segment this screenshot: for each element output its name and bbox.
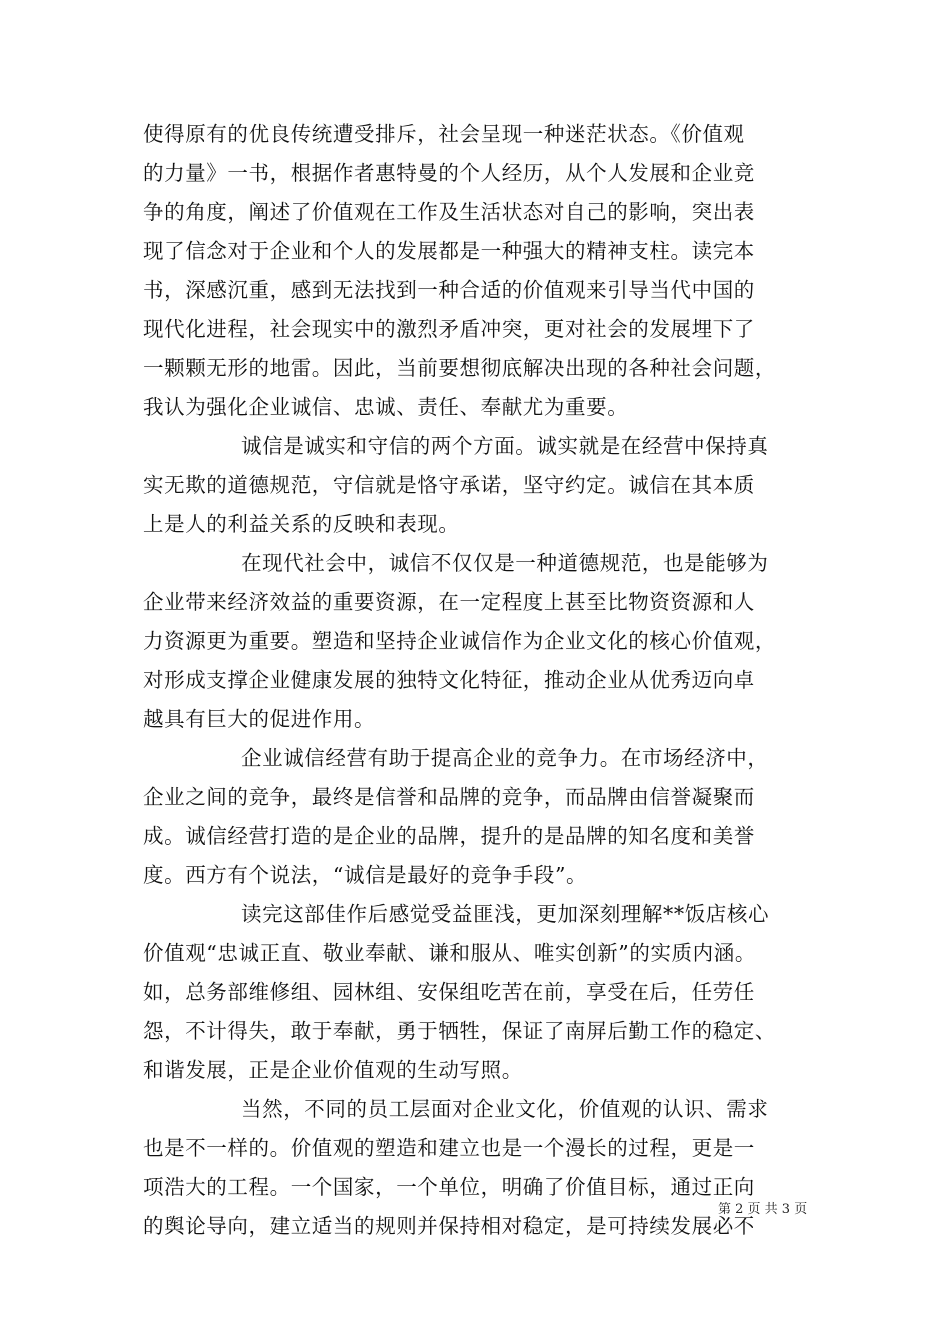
text-line: 企业诚信经营有助于提高企业的竞争力。在市场经济中， xyxy=(241,746,769,770)
paragraph xyxy=(143,115,818,427)
text-line: 书，深感沉重，感到无法找到一种合适的价值观来引导当代中国的 xyxy=(143,278,755,302)
text-line: 在现代社会中，诚信不仅仅是一种道德规范，也是能够为 xyxy=(241,551,769,575)
text-line: 现了信念对于企业和个人的发展都是一种强大的精神支柱。读完本 xyxy=(143,239,755,263)
text-line: 现代化进程，社会现实中的激烈矛盾冲突，更对社会的发展埋下了 xyxy=(143,317,755,341)
text-line: 实无欺的道德规范，守信就是恪守承诺，坚守约定。诚信在其本质 xyxy=(143,473,755,497)
paragraph xyxy=(143,1090,818,1246)
page-number: 第 2 页 共 3 页 xyxy=(718,1202,808,1217)
text-line: 使得原有的优良传统遭受排斥，社会呈现一种迷茫状态。《价值观 xyxy=(143,122,745,146)
text-line: 争的角度，阐述了价值观在工作及生活状态对自己的影响，突出表 xyxy=(143,200,755,224)
text-line: 项浩大的工程。一个国家，一个单位，明确了价值目标，通过正向 xyxy=(143,1175,755,1199)
text-line: 诚信是诚实和守信的两个方面。诚实就是在经营中保持真 xyxy=(241,434,769,458)
paragraph xyxy=(143,739,818,895)
text-line: 力资源更为重要。塑造和坚持企业诚信作为企业文化的核心价值观， xyxy=(143,629,776,653)
text-line: 也是不一样的。价值观的塑造和建立也是一个漫长的过程，更是一 xyxy=(143,1136,755,1160)
text-line: 一颗颗无形的地雷。因此，当前要想彻底解决出现的各种社会问题， xyxy=(143,356,776,380)
text-line: 的力量》一书，根据作者惠特曼的个人经历，从个人发展和企业竞 xyxy=(143,161,755,185)
text-line: 和谐发展，正是企业价值观的生动写照。 xyxy=(143,1058,523,1082)
text-line: 对形成支撑企业健康发展的独特文化特征，推动企业从优秀迈向卓 xyxy=(143,668,755,692)
text-line: 度。西方有个说法，“诚信是最好的竞争手段”。 xyxy=(143,863,588,887)
text-line: 读完这部佳作后感觉受益匪浅，更加深刻理解**饭店核心 xyxy=(241,902,770,926)
paragraph xyxy=(143,895,818,1090)
text-line: 当然，不同的员工层面对企业文化，价值观的认识、需求 xyxy=(241,1097,769,1121)
paragraph xyxy=(143,544,818,739)
text-line: 上是人的利益关系的反映和表现。 xyxy=(143,512,460,536)
text-line: 如，总务部维修组、园林组、安保组吃苦在前，享受在后，任劳任 xyxy=(143,980,755,1004)
paragraph xyxy=(143,427,818,544)
text-line: 我认为强化企业诚信、忠诚、责任、奉献尤为重要。 xyxy=(143,395,629,419)
text-line: 企业之间的竞争，最终是信誉和品牌的竞争，而品牌由信誉凝聚而 xyxy=(143,785,755,809)
text-line: 企业带来经济效益的重要资源，在一定程度上甚至比物资资源和人 xyxy=(143,590,755,614)
text-line: 成。诚信经营打造的是企业的品牌，提升的是品牌的知名度和美誉 xyxy=(143,824,755,848)
text-line: 的舆论导向，建立适当的规则并保持相对稳定，是可持续发展必不 xyxy=(143,1214,755,1238)
text-line: 价值观“忠诚正直、敬业奉献、谦和服从、唯实创新”的实质内涵。 xyxy=(143,941,756,965)
body-text xyxy=(143,115,818,1246)
text-line: 越具有巨大的促进作用。 xyxy=(143,707,376,731)
text-line: 怨，不计得失，敢于奉献，勇于牺牲，保证了南屏后勤工作的稳定、 xyxy=(143,1019,776,1043)
